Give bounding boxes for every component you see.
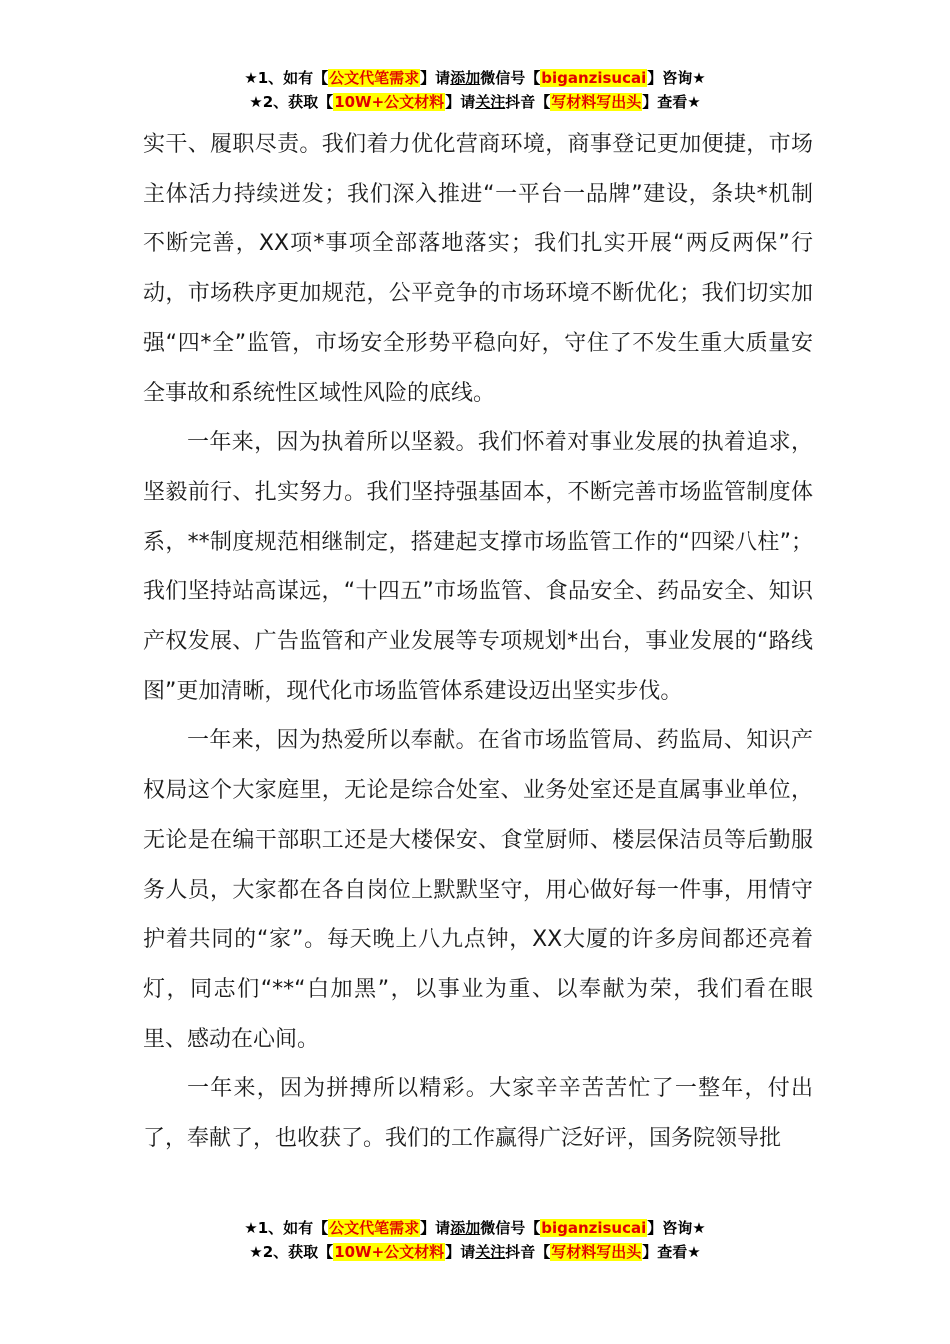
banner-text: ★1、如有【 <box>244 1219 329 1237</box>
banner-text: 】请 <box>420 1219 451 1237</box>
wechat-id: biganzisucai <box>541 69 647 87</box>
banner-text: 抖音【 <box>505 1243 551 1261</box>
banner-text: 微信号【 <box>480 69 541 87</box>
banner-text: ★2、获取【 <box>249 1243 334 1261</box>
paragraph: 一年来，因为执着所以坚毅。我们怀着对事业发展的执着追求，坚毅前行、扎实努力。我们坚持强基固本，不断完善市场监管制度体系，**制度规范相继制定，搭建起支撑市场监管工作的“四梁八柱”；我们坚持站高谋远，“十四五”市场监管、食品安全、药品安全、知识产权发展、广告监管和产业发展等专项规划*出台，事业发展的“路线图”更加清晰，现代化市场监管体系建设迈出坚实步伐。 <box>143 430 813 704</box>
underlined-text: 关注 <box>475 93 506 111</box>
underlined-text: 关注 <box>475 1243 506 1261</box>
underlined-text: 添加 <box>450 1219 481 1237</box>
banner-text: 】请 <box>445 1243 476 1261</box>
banner-text: 微信号【 <box>480 1219 541 1237</box>
douyin-account: 写材料写出头 <box>551 93 642 111</box>
highlight-text: 10W+公文材料 <box>334 1243 445 1261</box>
banner-text: 】咨询★ <box>647 69 706 87</box>
bottom-banner <box>0 1216 950 1264</box>
highlight-text: 10W+公文材料 <box>334 93 445 111</box>
banner-line-1 <box>0 1216 950 1240</box>
banner-text: 】咨询★ <box>647 1219 706 1237</box>
banner-text: 】查看★ <box>642 93 701 111</box>
douyin-account: 写材料写出头 <box>551 1243 642 1261</box>
paragraph: 一年来，因为热爱所以奉献。在省市场监管局、药监局、知识产权局这个大家庭里，无论是综合处室、业务处室还是直属事业单位，无论是在编干部职工还是大楼保安、食堂厨师、楼层保洁员等后勤服务人员，大家都在各自岗位上默默坚守，用心做好每一件事，用情守护着共同的“家”。每天晚上八九点钟，XX大厦的许多房间都还亮着灯，同志们“**“白加黑”，以事业为重、以奉献为荣，我们看在眼里、感动在心间。 <box>143 728 813 1052</box>
paragraph: 一年来，因为拼搏所以精彩。大家辛辛苦苦忙了一整年，付出了，奉献了，也收获了。我们的工作赢得广泛好评，国务院领导批 <box>143 1076 813 1152</box>
banner-text: ★1、如有【 <box>244 69 329 87</box>
banner-text: 抖音【 <box>505 93 551 111</box>
document-body <box>143 120 813 1164</box>
banner-text: 】查看★ <box>642 1243 701 1261</box>
banner-line-1 <box>0 66 950 90</box>
banner-line-2 <box>0 1240 950 1264</box>
banner-text: 】请 <box>420 69 451 87</box>
wechat-id: biganzisucai <box>541 1219 647 1237</box>
paragraph: 实干、履职尽责。我们着力优化营商环境，商事登记更加便捷，市场主体活力持续迸发；我们深入推进“一平台一品牌”建设，条块*机制不断完善，XX项*事项全部落地落实；我们扎实开展“两反两保”行动，市场秩序更加规范，公平竞争的市场环境不断优化；我们切实加强“四*全”监管，市场安全形势平稳向好，守住了不发生重大质量安全事故和系统性区域性风险的底线。 <box>143 132 813 406</box>
banner-line-2 <box>0 90 950 114</box>
highlight-text: 公文代笔需求 <box>329 1219 420 1237</box>
highlight-text: 公文代笔需求 <box>329 69 420 87</box>
banner-text: 】请 <box>445 93 476 111</box>
underlined-text: 添加 <box>450 69 481 87</box>
top-banner <box>0 66 950 114</box>
banner-text: ★2、获取【 <box>249 93 334 111</box>
